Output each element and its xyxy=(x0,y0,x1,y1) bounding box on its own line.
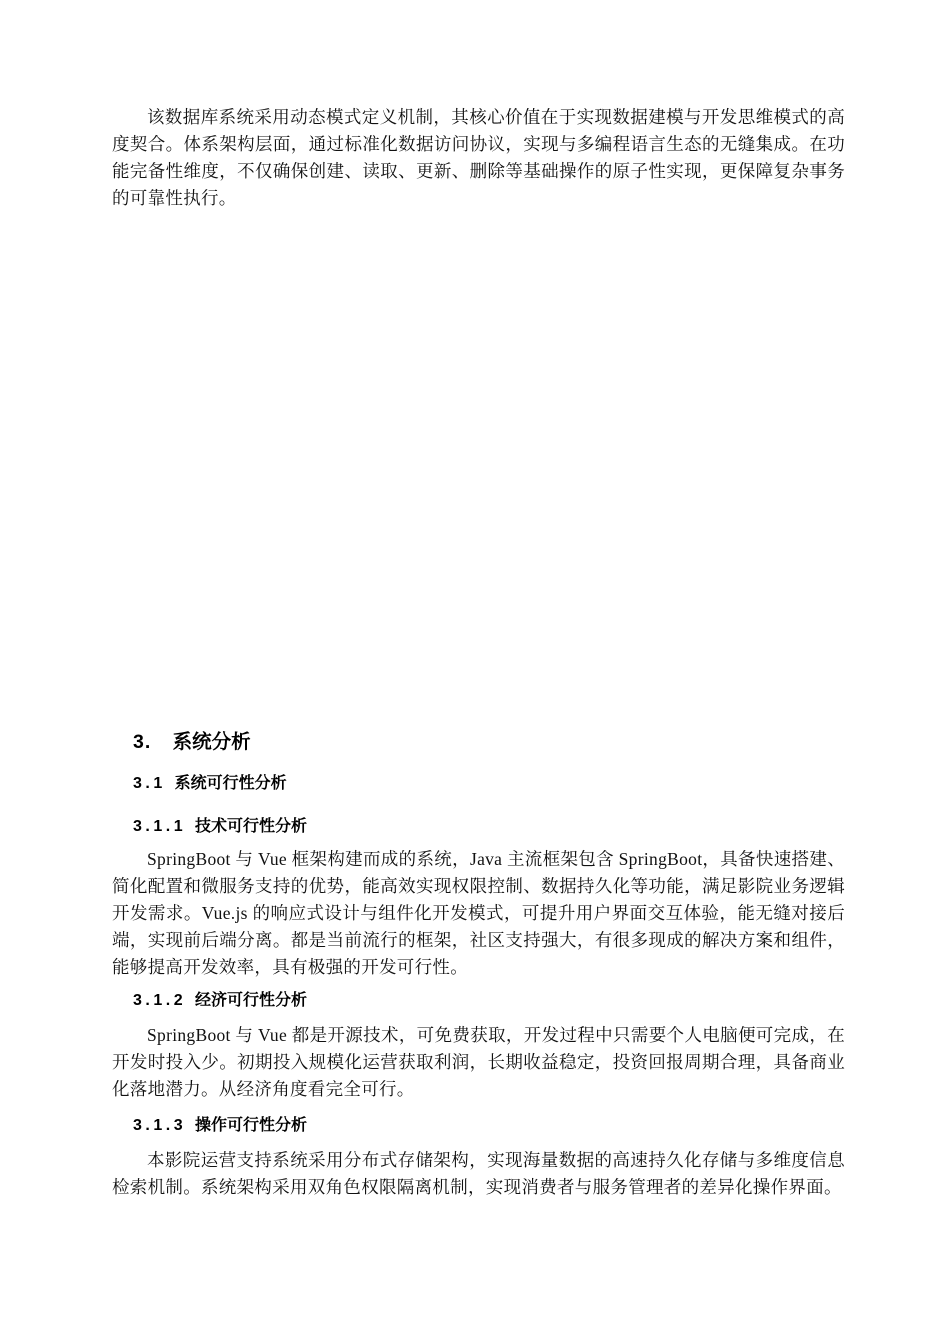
economic-feasibility-paragraph: SpringBoot 与 Vue 都是开源技术，可免费获取，开发过程中只需要个人电脑便可完成，在开发时投入少。初期投入规模化运营获取利润，长期收益稳定，投资回报周期合理，具备商业化落地潜力。从经济角度看完全可行。 xyxy=(112,1025,845,1099)
subsection-heading-technical xyxy=(133,813,307,836)
subsection-operational-number: 3.1.3 xyxy=(133,1117,187,1134)
chapter-heading-number: 3. xyxy=(133,731,152,753)
subsection-heading-economic xyxy=(133,987,307,1010)
section-heading-feasibility xyxy=(133,770,287,793)
subsection-heading-operational xyxy=(133,1112,307,1135)
subsection-operational-title: 操作可行性分析 xyxy=(194,1117,307,1134)
section-heading-title: 系统可行性分析 xyxy=(174,775,287,792)
technical-feasibility-paragraph: SpringBoot 与 Vue 框架构建而成的系统，Java 主流框架包含 SpringBoot，具备快速搭建、简化配置和微服务支持的优势，能高效实现权限控制、数据持久化等功能，满足影院业务逻辑开发需求。Vue.js 的响应式设计与组件化开发模式，可提升用户界面交互体验，能无缝对接后端，实现前后端分离。都是当前流行的框架，社区支持强大，有很多现成的解决方案和组件，能够提高开发效率，具有极强的开发可行性。 xyxy=(112,849,845,977)
chapter-heading-title: 系统分析 xyxy=(172,731,251,753)
subsection-technical-number: 3.1.1 xyxy=(133,818,187,835)
section-heading-number: 3.1 xyxy=(133,775,166,792)
intro-paragraph: 该数据库系统采用动态模式定义机制，其核心价值在于实现数据建模与开发思维模式的高度契合。体系架构层面，通过标准化数据访问协议，实现与多编程语言生态的无缝集成。在功能完备性维度，不仅确保创建、读取、更新、删除等基础操作的原子性实现，更保障复杂事务的可靠性执行。 xyxy=(112,107,845,208)
chapter-heading xyxy=(133,726,251,754)
subsection-economic-title: 经济可行性分析 xyxy=(194,992,307,1009)
subsection-technical-title: 技术可行性分析 xyxy=(194,818,307,835)
subsection-economic-number: 3.1.2 xyxy=(133,992,187,1009)
operational-feasibility-paragraph: 本影院运营支持系统采用分布式存储架构，实现海量数据的高速持久化存储与多维度信息检索机制。系统架构采用双角色权限隔离机制，实现消费者与服务管理者的差异化操作界面。 xyxy=(112,1150,845,1197)
